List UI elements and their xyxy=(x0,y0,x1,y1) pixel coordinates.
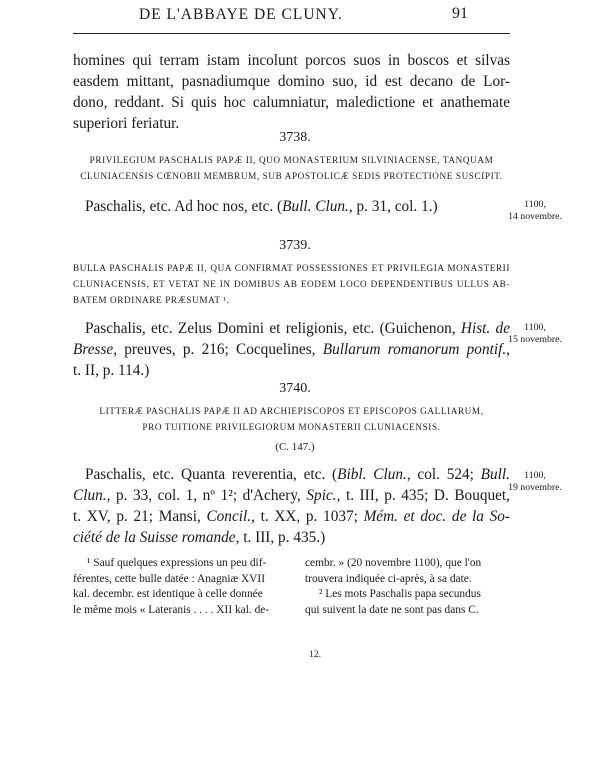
text-line: superiori feriatur. xyxy=(73,115,180,132)
page-number: 91 xyxy=(452,5,468,22)
charter-number: 3738. xyxy=(279,130,311,145)
opening-paragraph xyxy=(73,50,510,134)
footnote-line: le même mois « Lateranis . . . . XII kal. de- xyxy=(73,603,270,616)
text-line: homines qui terram istam incolunt porcos suos in boscos et silvas xyxy=(73,52,510,69)
title-line: PRO TUITIONE PRIVILEGIORUM MONASTERII CLUNIACENSIS. xyxy=(142,422,441,432)
title-line: BULLA PASCHALIS PAPÆ II, QUA CONFIRMAT POSSESSIONES ET PRIVILEGIA MONASTERII xyxy=(73,263,510,273)
text-line: Paschalis, etc. Ad hoc nos, etc. (Bull. Clun., p. 31, col. 1.) xyxy=(85,198,438,215)
charter-text xyxy=(73,196,510,217)
charter-title xyxy=(73,152,510,184)
footnote-line: ¹ Sauf quelques expressions un peu dif- xyxy=(87,557,267,569)
running-title: DE L'ABBAYE DE CLUNY. xyxy=(139,6,343,23)
signature-mark: 12. xyxy=(309,650,321,660)
margin-date: 1100, 15 novembre. xyxy=(508,322,562,345)
footnote-line: ² Les mots Paschalis papa secundus xyxy=(319,588,481,600)
charter-number: 3740. xyxy=(279,381,311,396)
title-line: CLUNIACENSIS, ET VETAT NE IN DOMIBUS AB EODEM LOCO DEPENDENTIBUS ULLUS AB- xyxy=(73,279,510,289)
margin-date: 1100, 19 novembre. xyxy=(508,470,562,493)
footnote-line: qui suivent la date ne sont pas dans C. xyxy=(305,603,479,616)
charter-title xyxy=(73,260,510,308)
charter-text xyxy=(73,318,510,381)
text-line: t. XV, p. 21; Mansi, Concil., t. XX, p. 1037; Mém. et doc. de la So- xyxy=(73,508,510,525)
text-line: t. II, p. 114.) xyxy=(73,362,150,379)
text-line: easdem mittant, pasnadiumque domino suo, id est decano de Lor- xyxy=(73,73,510,90)
charter-title xyxy=(73,403,510,435)
manuscript-reference: (C. 147.) xyxy=(275,441,315,453)
charter-text xyxy=(73,464,510,548)
running-head xyxy=(0,6,590,36)
charter-number: 3739. xyxy=(279,238,311,253)
footnote-line: cembr. » (20 novembre 1100), que l'on xyxy=(305,557,482,569)
header-rule xyxy=(73,33,510,34)
footnote-line: kal. decembr. est identique à celle donnée xyxy=(73,588,263,600)
footnote-line: trouvera indiquée ci-après, à sa date. xyxy=(305,572,472,585)
text-line: dono, reddant. Si quis hoc calumniatur, maledictione et anathemate xyxy=(73,94,510,111)
title-line: LITTERÆ PASCHALIS PAPÆ II AD ARCHIEPISCOPOS ET EPISCOPOS GALLIARUM, xyxy=(99,406,484,416)
footnote-column-left xyxy=(73,556,278,618)
footnote-line: férentes, cette bulle datée : Anagniæ XVII xyxy=(73,572,265,585)
text-line: Clun., p. 33, col. 1, nº 1²; d'Achery, Spic., t. III, p. 435; D. Bouquet, xyxy=(73,487,510,504)
title-line: PRIVILEGIUM PASCHALIS PAPÆ II, QUO MONASTERIUM SILVINIACENSE, TANQUAM xyxy=(89,155,494,165)
text-line: Bresse, preuves, p. 216; Cocquelines, Bullarum romanorum pontif., xyxy=(73,341,510,358)
margin-date: 1100, 14 novembre. xyxy=(508,199,562,222)
footnote-column-right xyxy=(305,556,510,618)
text-line: Paschalis, etc. Quanta reverentia, etc. (Bibl. Clun., col. 524; Bull. xyxy=(85,466,510,483)
text-line: ciété de la Suisse romande, t. III, p. 435.) xyxy=(73,529,326,546)
title-line: CLUNIACENSIS CŒNOBII MEMBRUM, SUB APOSTOLICÆ SEDIS PROTECTIONE SUSCIPIT. xyxy=(80,171,503,181)
title-line: BATEM ORDINARE PRÆSUMAT ¹. xyxy=(73,295,230,305)
text-line: Paschalis, etc. Zelus Domini et religionis, etc. (Guichenon, Hist. de xyxy=(85,320,510,337)
